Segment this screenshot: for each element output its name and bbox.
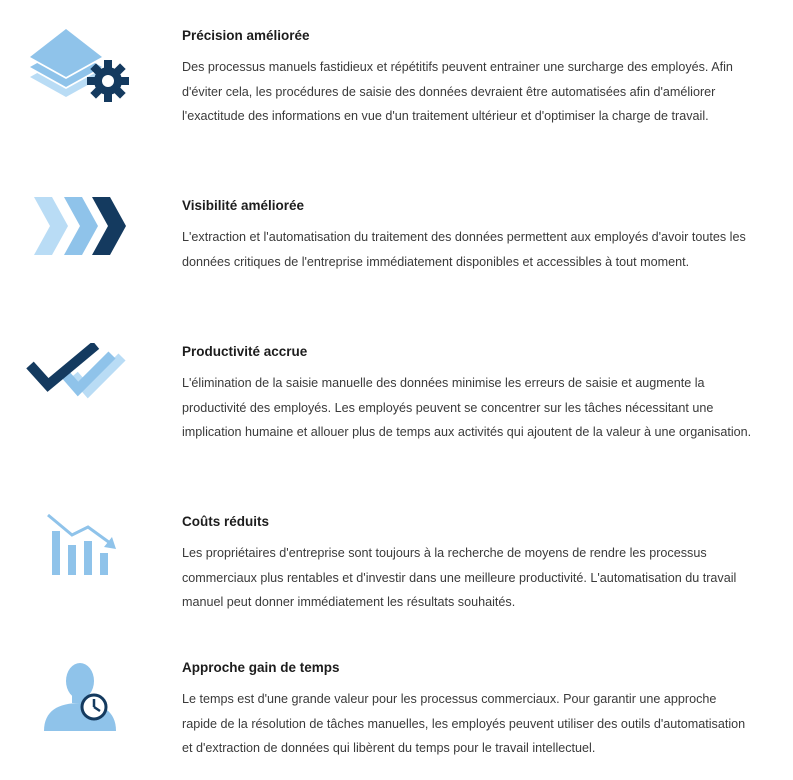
feature-title: Visibilité améliorée xyxy=(182,198,305,213)
chevrons-right-icon xyxy=(26,197,136,277)
feature-description: Les propriétaires d'entreprise sont toujours à la recherche de moyens de rendre les processus commerciaux plus rentables et d'investir dans une meilleure productivité. L'automatisation du travail manuel peut donner immédiatement les résultats souhaités. xyxy=(182,546,737,609)
feature-title: Productivité accrue xyxy=(182,344,308,359)
feature-description: L'élimination de la saisie manuelle des données minimise les erreurs de saisie et augmente la productivité des employés. Les employés peuvent se concentrer sur les tâches nécessitant une implication humaine et allouer plus de temps aux activités qui ajoutent de la valeur à une organisation. xyxy=(182,376,752,439)
feature-text xyxy=(182,513,762,615)
feature-text xyxy=(182,343,762,445)
feature-description: Des processus manuels fastidieux et répétitifs peuvent entrainer une surcharge des employés. Afin d'éviter cela, les procédures de saisie des données devraient être automatisées afin d'améliorer l'exactitude des informations en vue d'un traitement ultérieur et d'optimiser la charge de travail. xyxy=(182,60,733,123)
feature-text xyxy=(182,27,762,129)
layers-gear-icon xyxy=(26,27,136,107)
feature-description: Le temps est d'une grande valeur pour les processus commerciaux. Pour garantir une approche rapide de la résolution de tâches manuelles, les employés peuvent utiliser des outils d'automatisation et d'extraction de données qui libèrent du temps pour le travail intellectuel. xyxy=(182,692,746,755)
feature-description: L'extraction et l'automatisation du traitement des données permettent aux employés d'avoir toutes les données critiques de l'entreprise immédiatement disponibles et accessibles à tout moment. xyxy=(182,230,746,269)
feature-title: Approche gain de temps xyxy=(182,660,340,675)
person-clock-icon xyxy=(26,659,136,739)
declining-chart-icon xyxy=(26,513,136,593)
feature-text xyxy=(182,659,762,761)
feature-title: Coûts réduits xyxy=(182,514,270,529)
double-check-icon xyxy=(26,343,136,423)
feature-text xyxy=(182,197,762,274)
feature-title: Précision améliorée xyxy=(182,28,310,43)
